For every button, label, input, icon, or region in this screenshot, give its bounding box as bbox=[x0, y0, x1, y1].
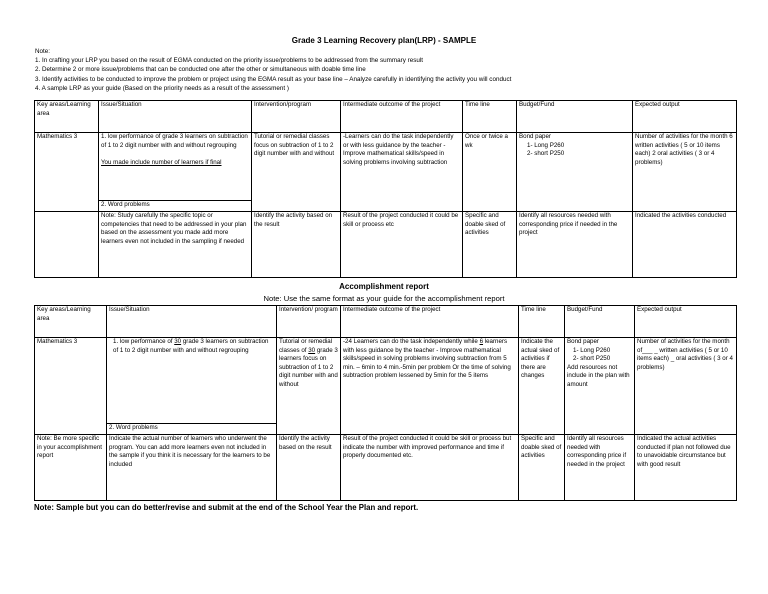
note-item-3: 3. Identify activities to be conducted to improve the problem or project using the EGMA result as your base line – Analyze carefully in identifying the activity you will conduct bbox=[35, 75, 512, 83]
acc-issue-count: 30 bbox=[174, 338, 182, 345]
plan-output-note-cell: Indicated the activities conducted bbox=[633, 212, 737, 278]
acc-output-note-cell: Indicated the actual activities conducted if plan not followed due to unavoidable circumstance but with good result bbox=[635, 435, 737, 501]
plan-header-cell: Budget/Fund bbox=[517, 101, 633, 133]
acc-issue-note-cell: Indicate the actual number of learners who underwent the program. You can add more learners even not included in the sample if you think it is necessary for the learners to be included bbox=[107, 435, 277, 501]
plan-header-cell: Key areas/Learning area bbox=[35, 101, 99, 133]
plan-budget-line: 2- short P250 bbox=[527, 150, 565, 158]
plan-budget-line: Bond paper bbox=[519, 133, 551, 140]
footer-note: Note: Sample but you can do better/revise and submit at the end of the School Year the Plan and report. bbox=[34, 503, 419, 512]
acc-timeline-cell: Indicate the actual sked of activities if there are changes bbox=[519, 338, 565, 435]
acc-intervention-note-cell: Identify the activity based on the result bbox=[277, 435, 341, 501]
plan-header-cell: Expected output bbox=[633, 101, 737, 133]
acc-budget-cell bbox=[565, 338, 635, 435]
plan-area-cell: Mathematics 3 bbox=[35, 133, 99, 212]
plan-row-3 bbox=[35, 212, 737, 278]
plan-header-cell: Intermediate outcome of the project bbox=[341, 101, 463, 133]
notes-block bbox=[35, 47, 735, 93]
acc-header-cell: Expected output bbox=[635, 306, 737, 338]
acc-header-row bbox=[35, 306, 737, 338]
acc-intervention-count: 30 bbox=[308, 346, 316, 354]
accomplishment-table bbox=[34, 305, 737, 501]
plan-outcome-note-cell: Result of the project conducted it could be skill or process etc bbox=[341, 212, 463, 278]
acc-budget-line: 1- Long P260 bbox=[573, 346, 611, 354]
acc-intervention-cell: Tutorial or remedial classes of 30 grade 3 learners focus on subtraction of 1 to 2 digit number with and without bbox=[277, 338, 341, 435]
acc-budget-line: 2- short P250 bbox=[573, 355, 611, 363]
note-item-1: 1. In crafting your LRP you based on the result of EGMA conducted on the priority issue/problems to be addressed from the summary result bbox=[35, 57, 424, 65]
acc-timeline-note-cell: Specific and doable sked of activities bbox=[519, 435, 565, 501]
plan-intervention-note-cell: Identify the activity based on the result bbox=[252, 212, 341, 278]
acc-header-cell: Intervention/ program bbox=[277, 306, 341, 338]
acc-area-note-cell: Note: Be more specific in your accomplishment report bbox=[35, 435, 107, 501]
plan-issue-note: You made include number of learners if final bbox=[101, 159, 222, 167]
plan-issue-text: 1. low performance of grade 3 learners on subtraction of 1 to 2 digit number with and without regrouping bbox=[101, 133, 248, 149]
acc-outcome-note-cell: Result of the project conducted it could be skill or process but indicate the number with improved performance and time if properly documented etc. bbox=[341, 435, 519, 501]
acc-header-cell: Key areas/Learning area bbox=[35, 306, 107, 338]
plan-header-cell: Issue/Situation bbox=[99, 101, 252, 133]
acc-header-cell: Intermediate outcome of the project bbox=[341, 306, 519, 338]
plan-output-cell: Number of activities for the month 6 written activities ( 5 or 10 items each) 2 oral activities ( 3 or 4 problems) bbox=[633, 133, 737, 212]
plan-area-cell-empty bbox=[35, 212, 99, 278]
note-item-2: 2. Determine 2 or more issue/problems that can be conducted one after the other or simultaneous with doable time line bbox=[35, 66, 366, 74]
plan-timeline-cell: Once or twice a wk bbox=[463, 133, 517, 212]
acc-word-problems-cell: 2. Word problems bbox=[107, 424, 277, 435]
acc-budget-note-cell: Identify all resources needed with corresponding price if needed in the project bbox=[565, 435, 635, 501]
acc-header-cell: Issue/Situation bbox=[107, 306, 277, 338]
plan-budget-note-cell: Identify all resources needed with corresponding price if needed in the project bbox=[517, 212, 633, 278]
acc-outcome-cell: -24 Learners can do the task independently while 6 learners with less guidance by the teacher - Improve mathematical skills/speed in solving problems involving subtraction from 5 min. – 6min to 4 min.-5min per problem Or the time of solving subtraction problem lessened by 5min for the 5 items bbox=[341, 338, 519, 435]
acc-budget-line: Bond paper bbox=[567, 338, 599, 345]
plan-intervention-cell: Tutorial or remedial classes focus on subtraction of 1 to 2 digit number with and without bbox=[252, 133, 341, 212]
acc-header-cell: Time line bbox=[519, 306, 565, 338]
acc-issue-cell: 1. low performance of 30 grade 3 learners on subtraction of 1 to 2 digit number with and without regrouping bbox=[107, 338, 277, 424]
acc-area-cell: Mathematics 3 bbox=[35, 338, 107, 435]
plan-timeline-note-cell: Specific and doable sked of activities bbox=[463, 212, 517, 278]
accomplishment-note: Note: Use the same format as your guide for the accomplishment report bbox=[263, 294, 505, 303]
plan-outcome-cell: -Learners can do the task independently or with less guidance by the teacher - Improve mathematical skills/speed in solving problems involving subtraction bbox=[341, 133, 463, 212]
plan-header-row bbox=[35, 101, 737, 133]
plan-header-cell: Time line bbox=[463, 101, 517, 133]
acc-row-3 bbox=[35, 435, 737, 501]
plan-budget-line: 1- Long P260 bbox=[527, 141, 565, 149]
plan-row-1 bbox=[35, 133, 737, 201]
acc-budget-line: Add resources not include in the plan with amount bbox=[567, 363, 630, 388]
acc-output-cell: Number of activities for the month of___ _ written activities ( 5 or 10 items each) _ oral activities ( 3 or 4 problems) bbox=[635, 338, 737, 435]
plan-budget-cell bbox=[517, 133, 633, 212]
note-heading: Note: bbox=[35, 48, 51, 55]
page-title: Grade 3 Learning Recovery plan(LRP) - SAMPLE bbox=[291, 36, 477, 45]
accomplishment-title: Accomplishment report bbox=[339, 282, 429, 291]
plan-header-cell: Intervention/program bbox=[252, 101, 341, 133]
plan-note-cell: Note: Study carefully the specific topic or competencies that need to be addressed in your plan based on the assessment you made add more learners even not included in the sampling if needed bbox=[99, 212, 252, 278]
acc-row-1 bbox=[35, 338, 737, 424]
plan-word-problems-cell: 2. Word problems bbox=[99, 201, 252, 212]
acc-header-cell: Budget/Fund bbox=[565, 306, 635, 338]
acc-outcome-count: 6 bbox=[479, 338, 484, 345]
plan-issue-cell bbox=[99, 133, 252, 201]
plan-table bbox=[34, 100, 737, 278]
note-item-4: 4. A sample LRP as your guide (Based on the priority needs as a result of the assessment ) bbox=[35, 84, 289, 92]
